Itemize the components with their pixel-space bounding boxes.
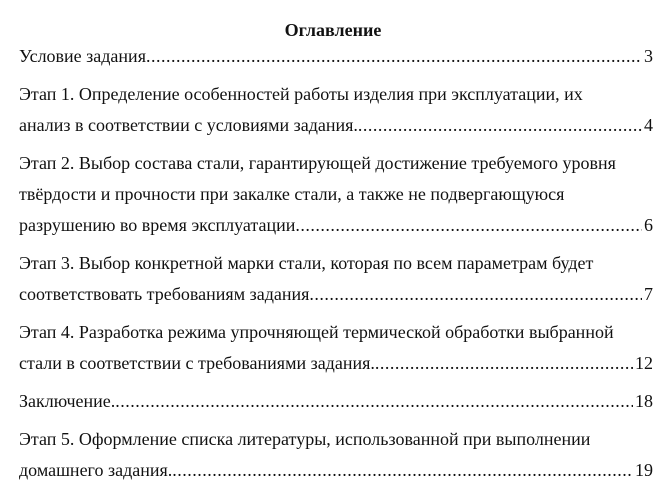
dot-leader — [146, 41, 642, 72]
toc-entry-stage-2[interactable] — [19, 148, 653, 241]
toc-page-number: 3 — [644, 46, 653, 66]
toc-entry-text: Заключение. — [19, 391, 116, 411]
toc-entry-text: домашнего задания. — [19, 460, 173, 480]
toc-entry-conditions[interactable] — [19, 41, 653, 72]
toc-page-number: 4 — [644, 115, 653, 135]
toc-entry-last-line — [19, 110, 653, 141]
toc-entry-text: Этап 1. Определение особенностей работы изделия при эксплуатации, их — [19, 84, 583, 104]
toc-entry-text: твёрдости и прочности при закалке стали, а также не подвергающуюся — [19, 184, 565, 204]
toc-page-number: 7 — [644, 284, 653, 304]
toc-entry-last-line — [19, 279, 653, 310]
toc-entry-last-line — [19, 210, 653, 241]
toc-entry-text: Этап 2. Выбор состава стали, гарантирующей достижение требуемого уровня — [19, 153, 616, 173]
toc-entry-stage-4[interactable] — [19, 317, 653, 379]
toc-entry-text: Этап 5. Оформление списка литературы, использованной при выполнении — [19, 429, 591, 449]
dot-leader — [309, 279, 642, 310]
toc-entry-text: Этап 4. Разработка режима упрочняющей термической обработки выбранной — [19, 322, 614, 342]
toc-entry-text: Этап 3. Выбор конкретной марки стали, которая по всем параметрам будет — [19, 253, 594, 273]
table-of-contents — [19, 41, 653, 486]
toc-entry-stage-5[interactable] — [19, 424, 653, 486]
toc-page-number: 12 — [635, 353, 653, 373]
toc-entry-last-line — [19, 455, 653, 486]
toc-entry-text: стали в соответствии с требованиями задания. — [19, 353, 375, 373]
dot-leader — [375, 348, 633, 379]
toc-entry-last-line — [19, 41, 653, 72]
toc-page-number: 6 — [644, 215, 653, 235]
toc-entry-stage-3[interactable] — [19, 248, 653, 310]
toc-page-number: 18 — [635, 391, 653, 411]
dot-leader — [172, 455, 633, 486]
toc-entry-last-line — [19, 386, 653, 417]
toc-title: Оглавление — [284, 20, 382, 40]
toc-entry-text: Условие задания — [19, 46, 146, 66]
toc-entry-conclusion[interactable] — [19, 386, 653, 417]
toc-entry-stage-1[interactable] — [19, 79, 653, 141]
toc-entry-last-line — [19, 348, 653, 379]
toc-entry-text: соответствовать требованиям задания — [19, 284, 310, 304]
toc-page-number: 19 — [635, 460, 653, 480]
toc-entry-text: разрушению во время эксплуатации — [19, 215, 296, 235]
dot-leader — [295, 210, 642, 241]
dot-leader — [115, 386, 633, 417]
dot-leader — [358, 110, 642, 141]
toc-entry-text: анализ в соответствии с условиями задания. — [19, 115, 358, 135]
